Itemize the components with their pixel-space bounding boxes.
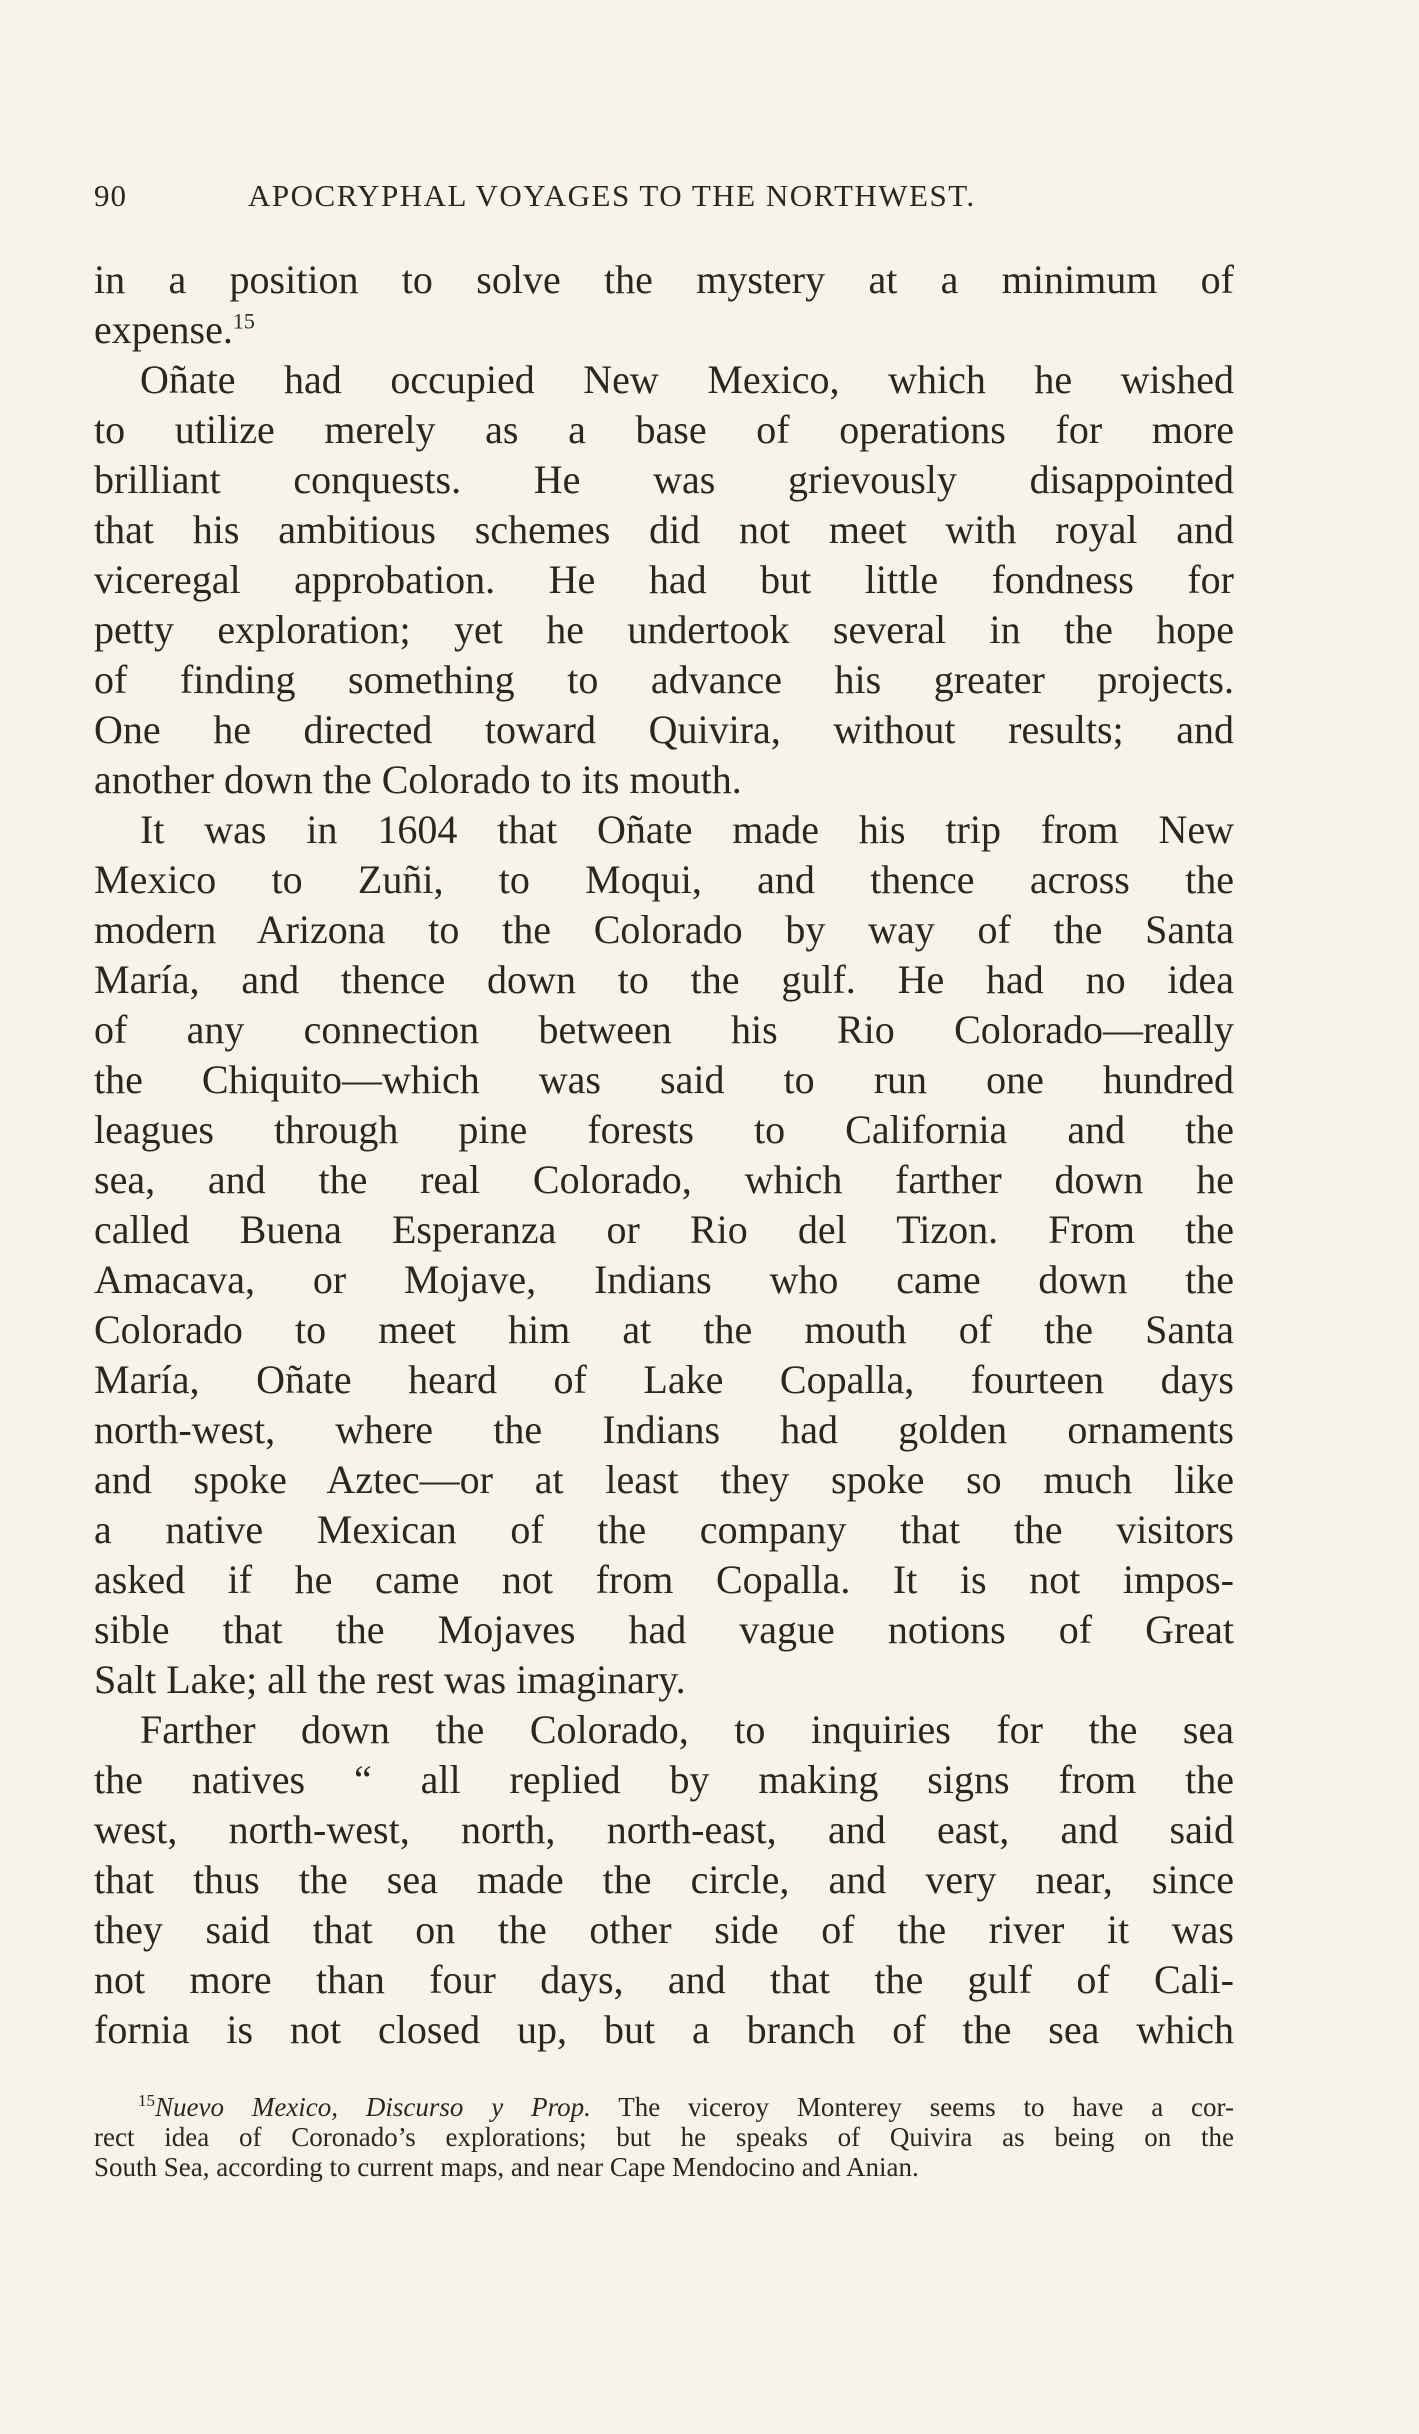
text-line: in a position to solve the mystery at a minimum of <box>94 257 1234 302</box>
page-number: 90 <box>94 178 127 213</box>
text-line: Colorado to meet him at the mouth of the Santa <box>94 1307 1234 1352</box>
text-line: María, Oñate heard of Lake Copalla, fourteen days <box>94 1357 1234 1402</box>
book-page <box>94 0 1234 2434</box>
text-line <box>94 305 1234 355</box>
text-line: of finding something to advance his greater projects. <box>94 657 1234 702</box>
running-title: APOCRYPHAL VOYAGES TO THE NORTHWEST. <box>248 178 976 213</box>
footnote <box>94 2092 1234 2182</box>
text-line: to utilize merely as a base of operations for more <box>94 407 1234 452</box>
text-line: called Buena Esperanza or Rio del Tizon. From the <box>94 1207 1234 1252</box>
text-line: not more than four days, and that the gulf of Cali- <box>94 1957 1234 2002</box>
text-line: sea, and the real Colorado, which farther down he <box>94 1157 1234 1202</box>
footnote-text: The viceroy Monterey seems to have a cor- <box>590 2092 1234 2122</box>
text-line: Farther down the Colorado, to inquiries for the sea <box>140 1707 1234 1752</box>
text-line: One he directed toward Quivira, without results; and <box>94 707 1234 752</box>
footnote-source-title: Nuevo Mexico, Discurso y Prop. <box>155 2092 591 2122</box>
footnote-line: rect idea of Coronado’s explorations; but he speaks of Quivira as being on the <box>94 2122 1234 2152</box>
text-line: sible that the Mojaves had vague notions of Great <box>94 1607 1234 1652</box>
text-line: Oñate had occupied New Mexico, which he wished <box>140 357 1234 402</box>
text-line: brilliant conquests. He was grievously disappointed <box>94 457 1234 502</box>
text-line: Amacava, or Mojave, Indians who came down the <box>94 1257 1234 1302</box>
text-line: petty exploration; yet he undertook several in the hope <box>94 607 1234 652</box>
text-line: west, north-west, north, north-east, and east, and said <box>94 1807 1234 1852</box>
text-line: a native Mexican of the company that the visitors <box>94 1507 1234 1552</box>
text-line: they said that on the other side of the river it was <box>94 1907 1234 1952</box>
text-line: another down the Colorado to its mouth. <box>94 757 742 802</box>
text-line: viceregal approbation. He had but little fondness for <box>94 557 1234 602</box>
text-line: María, and thence down to the gulf. He had no idea <box>94 957 1234 1002</box>
footnote-line <box>94 2092 1234 2122</box>
text-line: the Chiquito—which was said to run one hundred <box>94 1057 1234 1102</box>
footnote-line: South Sea, according to current maps, and near Cape Mendocino and Anian. <box>94 2152 919 2182</box>
text-line: It was in 1604 that Oñate made his trip from New <box>140 807 1234 852</box>
text-line: of any connection between his Rio Colorado—really <box>94 1007 1234 1052</box>
text-line: the natives “ all replied by making signs from the <box>94 1757 1234 1802</box>
text-line: fornia is not closed up, but a branch of the sea which <box>94 2007 1234 2052</box>
text-line: Salt Lake; all the rest was imaginary. <box>94 1657 686 1702</box>
footnote-reference: 15 <box>232 308 255 334</box>
footnote-marker: 15 <box>138 2091 155 2110</box>
text-line: modern Arizona to the Colorado by way of the Santa <box>94 907 1234 952</box>
text-line: asked if he came not from Copalla. It is not impos- <box>94 1557 1234 1602</box>
text-line: Mexico to Zuñi, to Moqui, and thence across the <box>94 857 1234 902</box>
running-head <box>94 178 1234 218</box>
text-line: leagues through pine forests to California and the <box>94 1107 1234 1152</box>
text-line-content: expense. <box>94 307 233 352</box>
body-text <box>94 255 1234 2055</box>
text-line: and spoke Aztec—or at least they spoke so much like <box>94 1457 1234 1502</box>
text-line: north-west, where the Indians had golden ornaments <box>94 1407 1234 1452</box>
text-line: that thus the sea made the circle, and very near, since <box>94 1857 1234 1902</box>
text-line: that his ambitious schemes did not meet with royal and <box>94 507 1234 552</box>
